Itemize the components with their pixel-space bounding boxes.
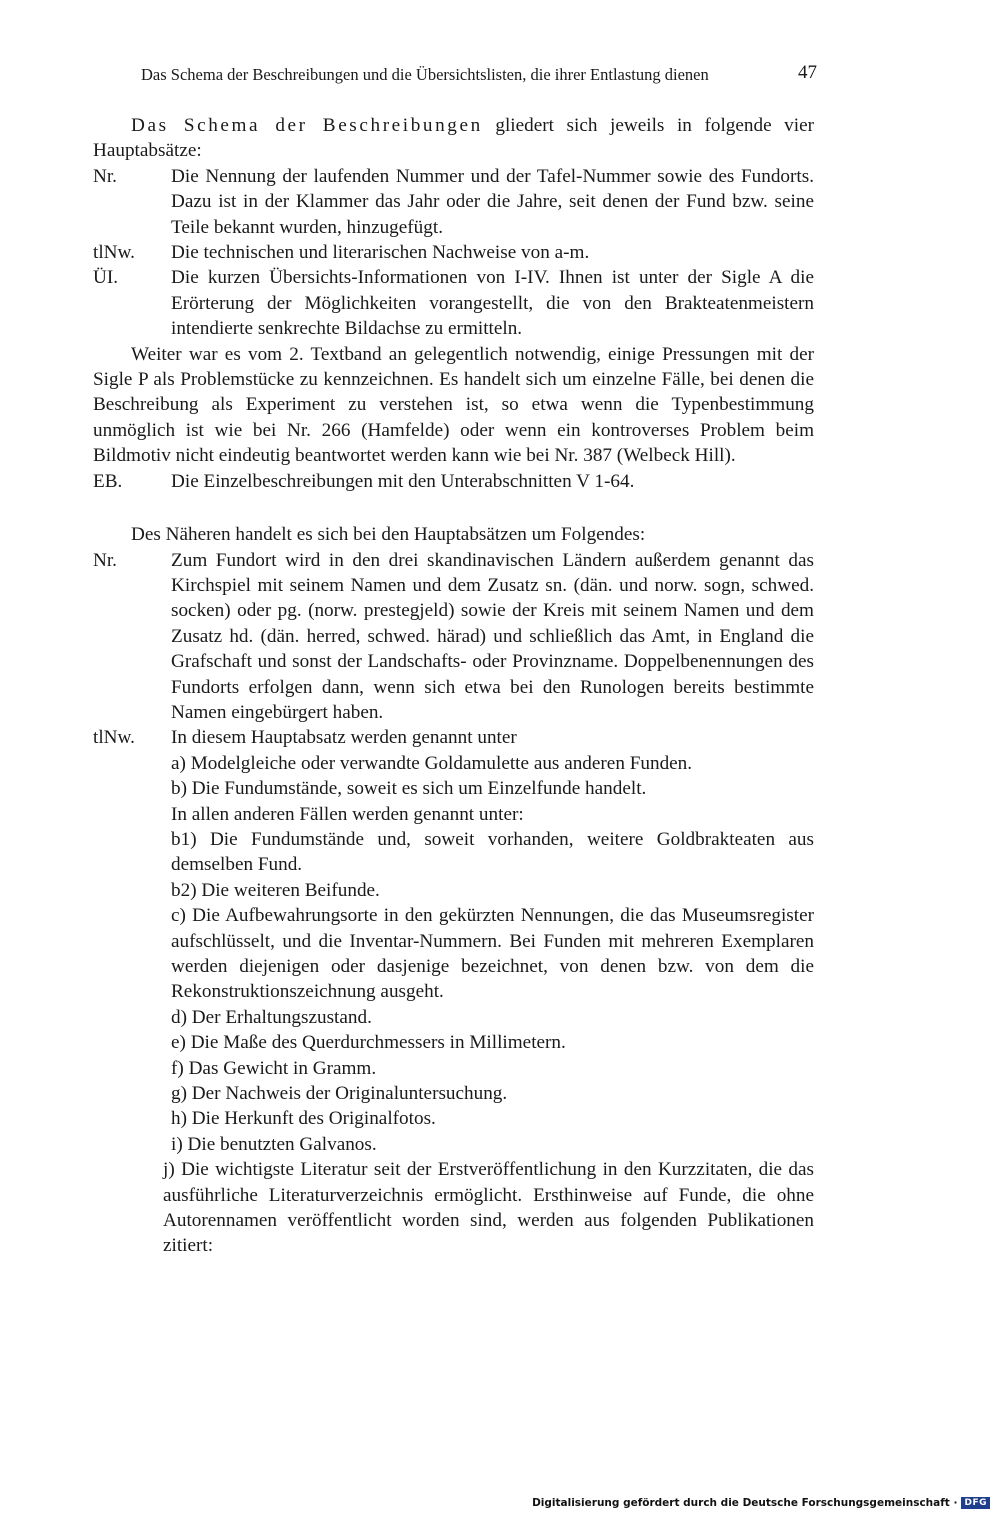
- item-d: d) Der Erhaltungszustand.: [171, 1006, 372, 1028]
- body-text: [93, 113, 814, 1259]
- item-b1: b1) Die Fundumstände und, soweit vorhanden, weitere Goldbrakteaten aus demselben Fund.: [171, 828, 814, 876]
- paragraph-gap: [93, 494, 814, 522]
- page-number: 47: [798, 62, 817, 83]
- problem-paragraph: Weiter war es vom 2. Textband an gelegentlich notwendig, einige Pressungen mit der Sigle P als Problemstücke zu kennzeichnen. Es handelt sich um einzelne Fälle, bei denen die Beschreibung als Experiment zu verstehen ist, so etwa wenn die Typenbestimmung unmöglich ist wie bei Nr. 266 (Hamfelde) oder wenn ein kontroverses Problem beim Bildmotiv nicht eindeutig beantwortet werden kann wie bei Nr. 387 (Welbeck Hill).: [93, 343, 814, 467]
- tlnw-other: In allen anderen Fällen werden genannt unter:: [171, 803, 524, 825]
- entry-text: Die Nennung der laufenden Nummer und der Tafel-Nummer sowie des Fundorts. Dazu ist in der Klammer das Jahr oder die Jahre, seit denen der Fund bzw. seine Teile bekannt wurden, hinzugefügt.: [171, 165, 814, 238]
- entry-nr: [93, 164, 814, 240]
- item-b2: b2) Die weiteren Beifunde.: [171, 879, 380, 901]
- section1-intro: [93, 113, 814, 164]
- dfg-logo-icon: DFG: [961, 1497, 990, 1509]
- entry-eb: [93, 469, 814, 494]
- item-g: g) Der Nachweis der Originaluntersuchung.: [171, 1083, 508, 1105]
- entry-tlnw: [93, 240, 814, 265]
- item-h: h) Die Herkunft des Originalfotos.: [171, 1108, 436, 1130]
- tlnw-lead: In diesem Hauptabsatz werden genannt unter: [171, 727, 517, 749]
- item-a: a) Modelgleiche oder verwandte Goldamulette aus anderen Funden.: [171, 752, 693, 774]
- digitization-footer: [532, 1497, 990, 1509]
- item-b: b) Die Fundumstände, soweit es sich um Einzelfunde handelt.: [171, 778, 647, 800]
- entry-text: Die technischen und literarischen Nachweise von a-m.: [171, 242, 590, 264]
- intro-rest: gliedert sich jeweils in folgende vier Hauptabsätze:: [93, 115, 814, 162]
- entry-tag: tlNw.: [93, 727, 135, 749]
- entry-tag: EB.: [93, 470, 123, 492]
- entry-ui: [93, 265, 814, 341]
- item-i: i) Die benutzten Galvanos.: [171, 1133, 377, 1155]
- entry-text: Die Einzelbeschreibungen mit den Unterabschnitten V 1-64.: [171, 470, 635, 492]
- footer-text: Digitalisierung gefördert durch die Deutsche Forschungsgemeinschaft ·: [532, 1497, 958, 1509]
- entry-tag: Nr.: [93, 165, 117, 187]
- entry-text: [163, 725, 814, 1259]
- item-e: e) Die Maße des Querdurchmessers in Millimetern.: [171, 1032, 566, 1054]
- item-c: c) Die Aufbewahrungsorte in den gekürzten Nennungen, die das Museumsregister aufschlüsselt, und die Inventar-Nummern. Bei Funden mit mehreren Exemplaren werden diejenigen oder dasjenige bezeichnet, von denen bzw. von dem die Rekonstruktionszeichnung ausgeht.: [171, 905, 814, 1003]
- running-title: Das Schema der Beschreibungen und die Übersichtslisten, die ihrer Entlastung dienen: [141, 65, 709, 84]
- detail-nr: [93, 548, 814, 726]
- spaced-heading: Das Schema der Beschreibungen: [131, 115, 483, 136]
- item-f: f) Das Gewicht in Gramm.: [171, 1057, 377, 1079]
- entry-tag: Nr.: [93, 549, 117, 571]
- section2-intro: Des Näheren handelt es sich bei den Hauptabsätzen um Folgendes:: [131, 524, 646, 546]
- entry-tag: ÜI.: [93, 267, 119, 289]
- entry-tag: tlNw.: [93, 242, 135, 264]
- item-j: j) Die wichtigste Literatur seit der Erstveröffentlichung in den Kurzzitaten, die das ausführliche Literaturverzeichnis ermöglicht. Ersthinweise auf Funde, die ohne Autorennamen veröffentlicht worden sind, werden aus folgenden Publikationen zitiert:: [163, 1159, 814, 1257]
- entry-text: Die kurzen Übersichts-Informationen von I-IV. Ihnen ist unter der Sigle A die Erörterung der Möglichkeiten vorangestellt, die von den Brakteatenmeistern intendierte senkrechte Bildachse zu ermitteln.: [171, 267, 814, 340]
- detail-tlnw: [93, 725, 814, 1259]
- entry-text: Zum Fundort wird in den drei skandinavischen Ländern außerdem genannt das Kirchspiel mit seinem Namen und dem Zusatz sn. (dän. und norw. sogn, schwed. socken) oder pg. (norw. prestegjeld) sowie der Kreis mit seinem Namen und dem Zusatz hd. (dän. herred, schwed. härad) und schließlich das Amt, in England die Grafschaft und sonst der Landschafts- oder Provinzname. Doppelbenennungen des Fundorts erfolgen dann, wenn sich etwa bei den Runologen bereits bestimmte Namen eingebürgert haben.: [171, 549, 814, 723]
